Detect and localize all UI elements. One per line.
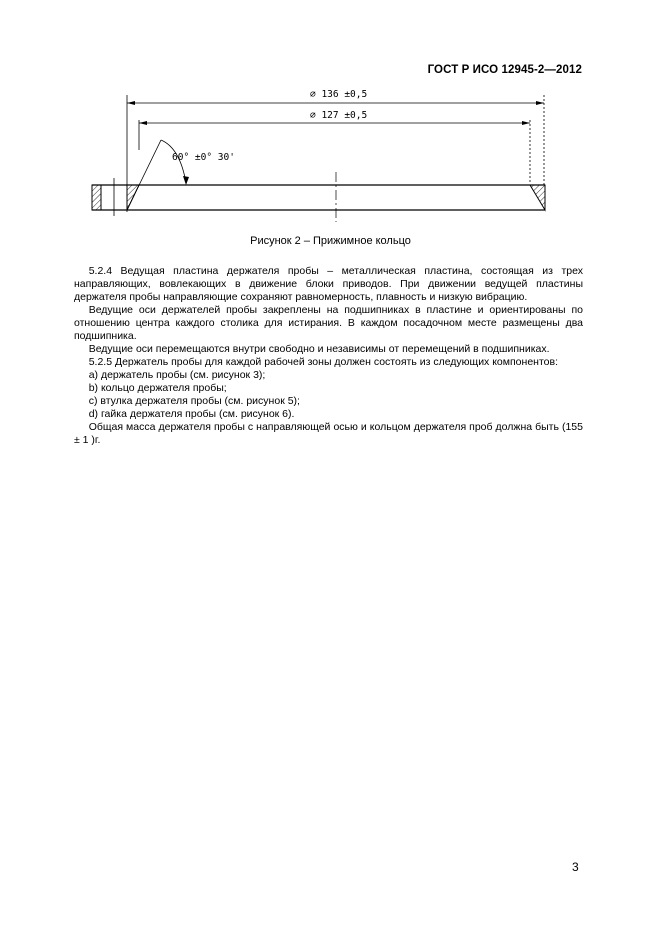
- document-header: ГОСТ Р ИСО 12945-2—2012: [427, 64, 582, 76]
- ring-section: [92, 172, 545, 222]
- ring-drawing: [0, 0, 661, 230]
- list-item: c) втулка держателя пробы (см. рисунок 5);: [88, 395, 300, 407]
- paragraph-5-2-5: 5.2.5 Держатель пробы для каждой рабочей зоны должен состоять из следующих компонентов:: [88, 356, 558, 368]
- angle-label: 60° ±0° 30': [172, 152, 235, 163]
- outer-diameter-label: ⌀ 136 ±0,5: [310, 89, 368, 100]
- paragraph-5-2-4: 5.2.4 Ведущая пластина держателя пробы – металлическая пластина, состоящая из трех направляющих, вовлекающих в движение блоки приводов. При движении ведущей пластины держателя пробы направляющие сохраняют равномерность, плавность и низкую вибрацию.: [74, 265, 583, 303]
- figure-caption: Рисунок 2 – Прижимное кольцо: [250, 235, 411, 247]
- inner-diameter-label: ⌀ 127 ±0,5: [310, 110, 368, 121]
- body-text: [74, 265, 583, 447]
- page-number: 3: [572, 860, 579, 874]
- list-item: d) гайка держателя пробы (см. рисунок 6).: [88, 408, 295, 420]
- paragraph-axes-movement: Ведущие оси перемещаются внутри свободно и независимы от перемещений в подшипниках.: [88, 343, 550, 355]
- angle-dimension: [127, 140, 235, 210]
- inner-diameter-dimension: [139, 110, 530, 125]
- outer-diameter-dimension: [127, 89, 544, 105]
- paragraph-axes: Ведущие оси держателей пробы закреплены на подшипниках в пластине и ориентированы по отношению центра каждого столика для истирания. В каждом посадочном месте размещены два подшипника.: [74, 304, 583, 342]
- list-item: b) кольцо держателя пробы;: [88, 382, 227, 394]
- list-item: a) держатель пробы (см. рисунок 3);: [88, 369, 266, 381]
- paragraph-mass: Общая масса держателя пробы с направляющей осью и кольцом держателя проб должна быть (155 ± 1 )г.: [74, 421, 583, 446]
